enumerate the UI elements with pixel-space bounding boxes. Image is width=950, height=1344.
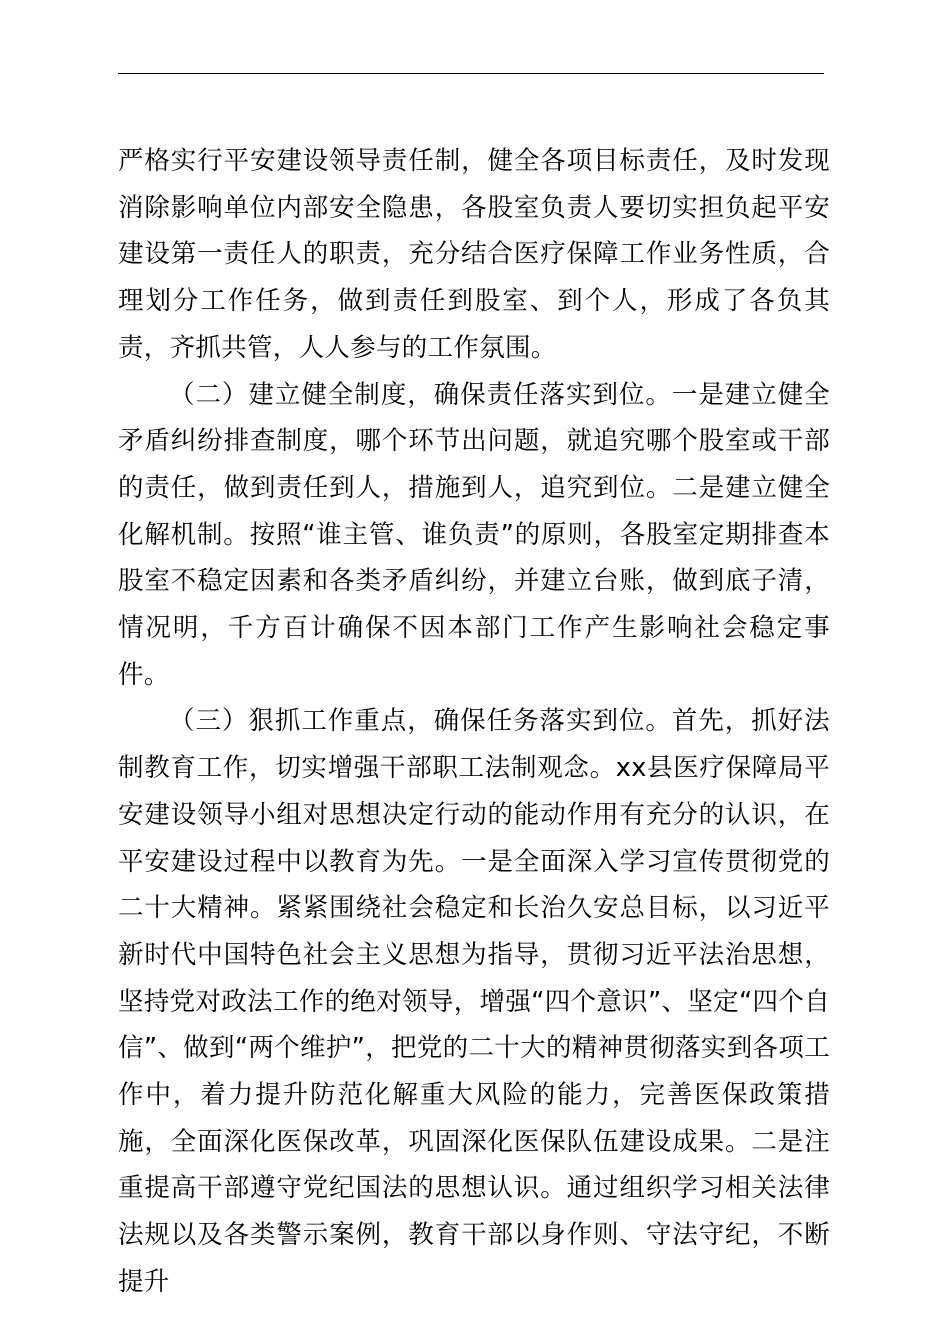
paragraph-2: （二）建立健全制度，确保责任落实到位。一是建立健全矛盾纠纷排查制度，哪个环节出问题，就追究哪个股室或干部的责任，做到责任到人，措施到人，追究到位。二是建立健全化解机制。按照“谁主管、谁负责”的原则，各股室定期排查本股室不稳定因素和各类矛盾纠纷，并建立台账，做到底子清，情况明，千方百计确保不因本部门工作产生影响社会稳定事件。 xyxy=(118,379,830,690)
document-body xyxy=(118,138,830,1306)
paragraph-3: （三）狠抓工作重点，确保任务落实到位。首先，抓好法制教育工作，切实增强干部职工法制观念。xx县医疗保障局平安建设领导小组对思想决定行动的能动作用有充分的认识，在平安建设过程中以教育为先。一是全面深入学习宣传贯彻党的二十大精神。紧紧围绕社会稳定和长治久安总目标，以习近平新时代中国特色社会主义思想为指导，贯彻习近平法治思想，坚持党对政法工作的绝对领导，增强“四个意识”、坚定“四个自信”、做到“两个维护”，把党的二十大的精神贯彻落实到各项工作中，着力提升防范化解重大风险的能力，完善医保政策措施，全面深化医保改革，巩固深化医保队伍建设成果。二是注重提高干部遵守党纪国法的思想认识。通过组织学习相关法律法规以及各类警示案例，教育干部以身作则、守法守纪，不断提升 xyxy=(118,706,830,1297)
header-rule xyxy=(118,73,824,74)
paragraph-1: 严格实行平安建设领导责任制，健全各项目标责任，及时发现消除影响单位内部安全隐患，各股室负责人要切实担负起平安建设第一责任人的职责，充分结合医疗保障工作业务性质，合理划分工作任务，做到责任到股室、到个人，形成了各负其责，齐抓共管，人人参与的工作氛围。 xyxy=(118,146,830,363)
